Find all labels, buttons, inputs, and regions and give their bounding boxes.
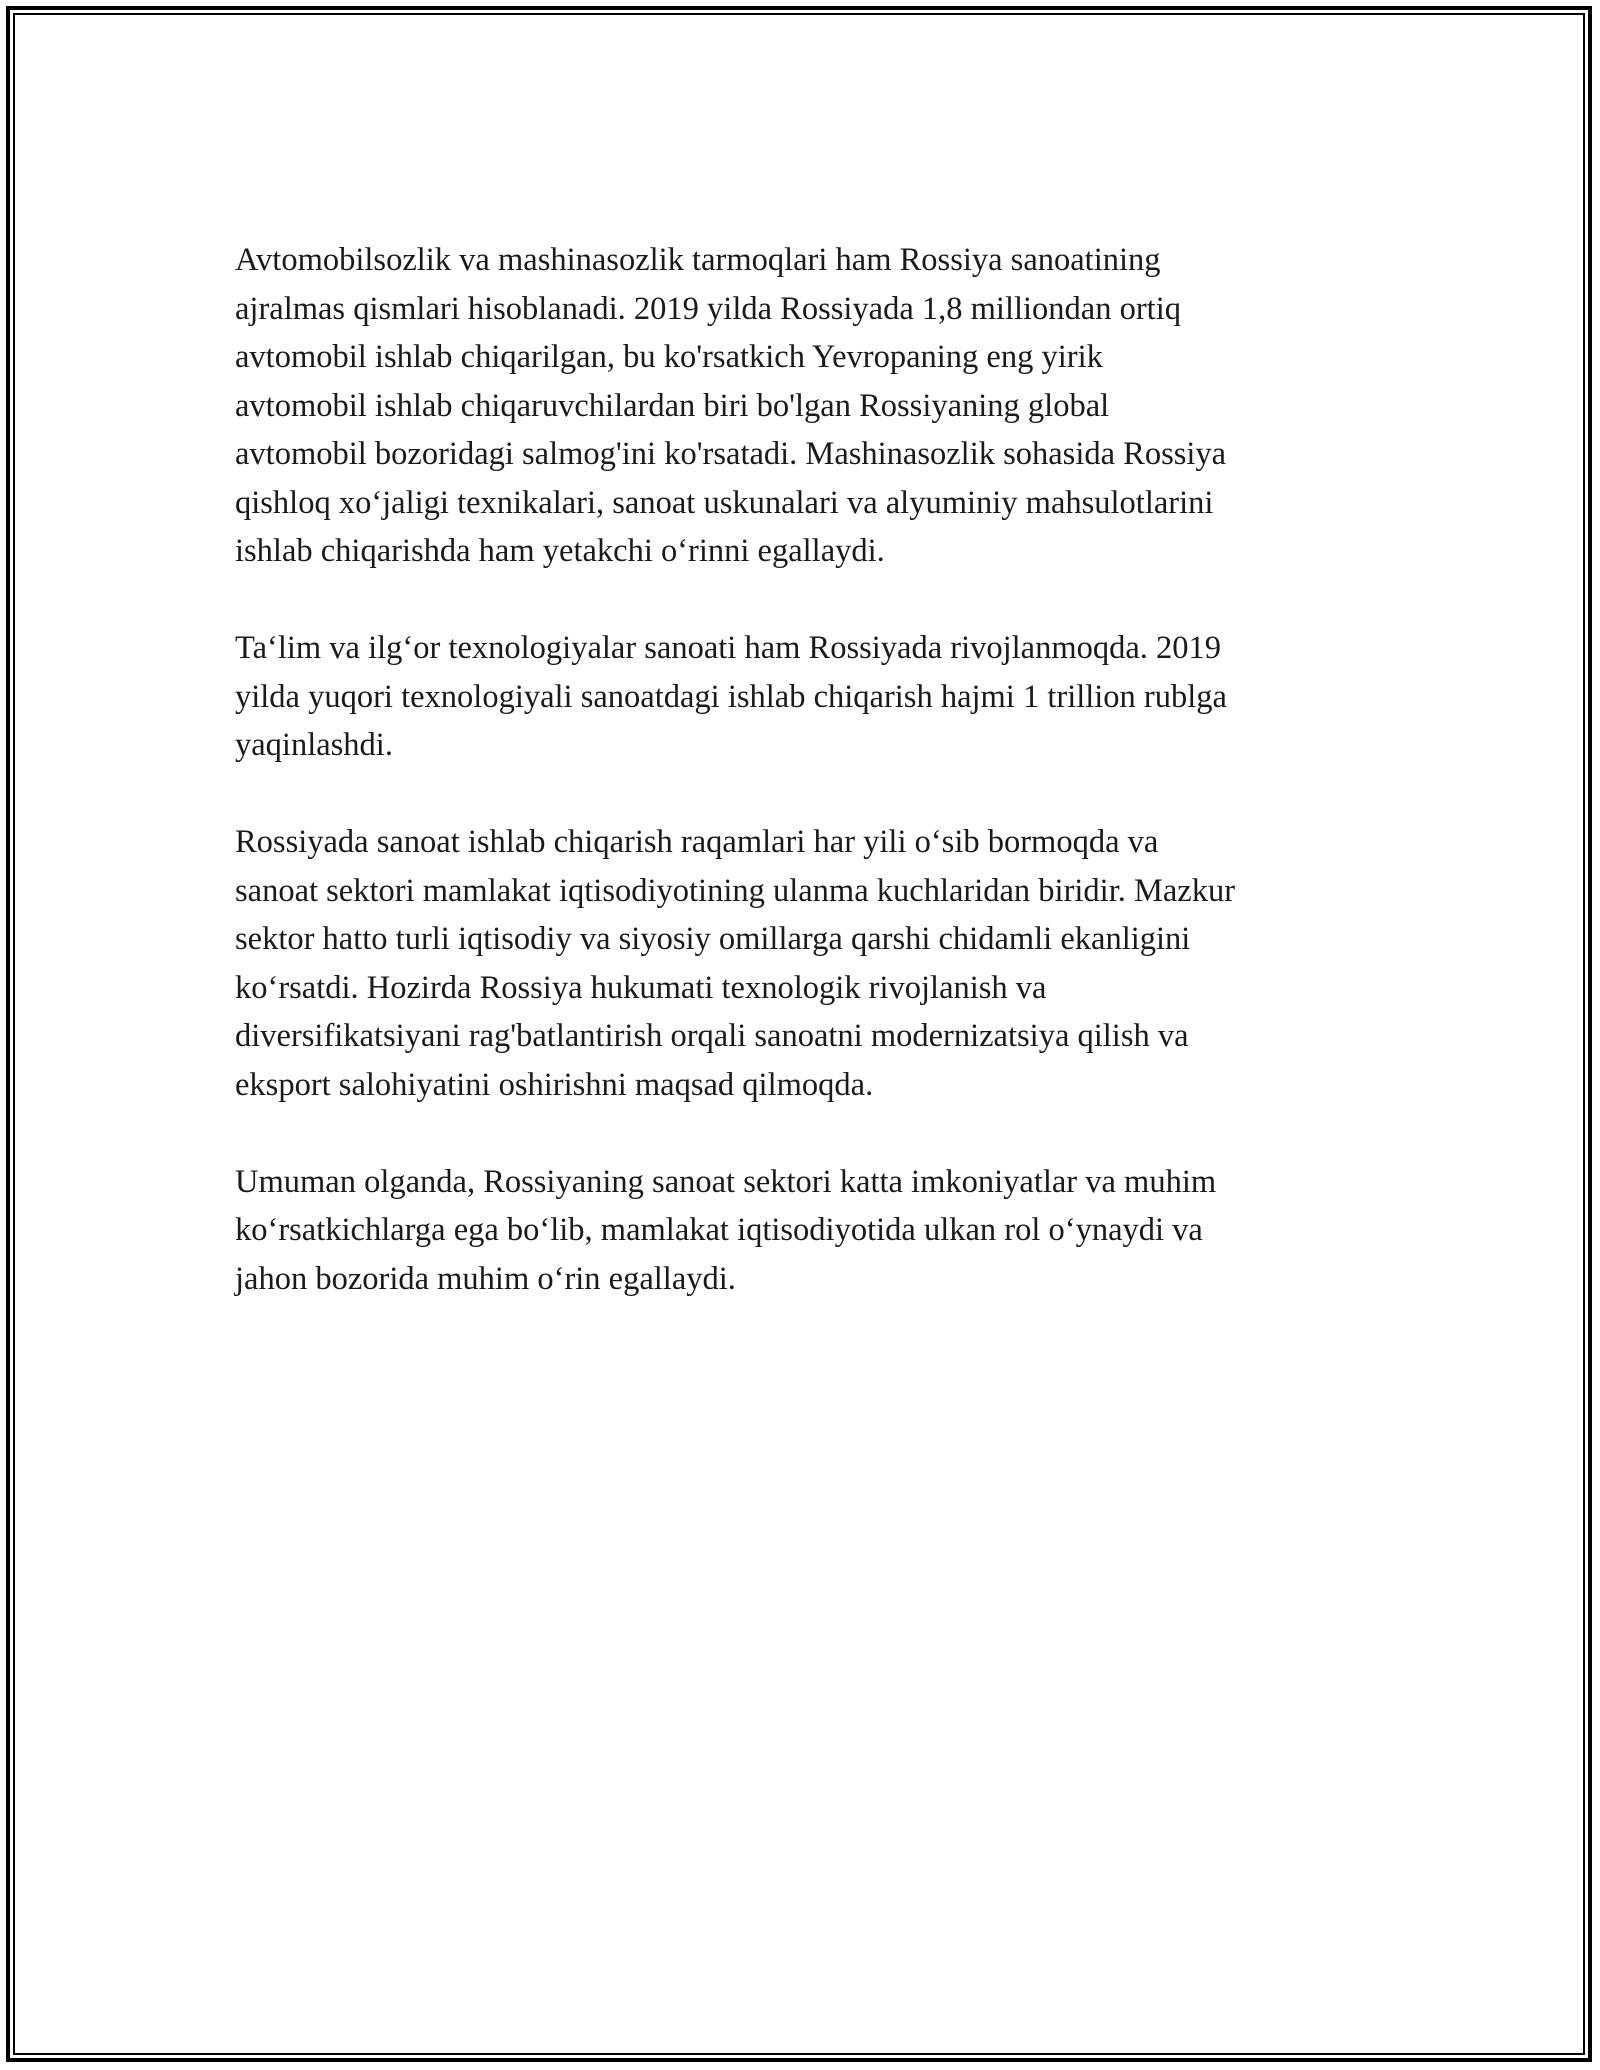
paragraph-high-tech: Taʻlim va ilgʻor texnologiyalar sanoati ham Rossiyada rivojlanmoqda. 2019 yilda yuqori texnologiyali sanoatdagi ishlab chiqarish hajmi 1 trillion rublga yaqinlashdi.: [235, 630, 1227, 763]
document-body: [235, 236, 1375, 1352]
paragraph-conclusion: Umuman olganda, Rossiyaning sanoat sektori katta imkoniyatlar va muhim koʻrsatkichlarga ega boʻlib, mamlakat iqtisodiyotida ulkan rol oʻynaydi va jahon bozorida muhim oʻrin egallaydi.: [235, 1163, 1217, 1297]
paragraph-industrial-growth: Rossiyada sanoat ishlab chiqarish raqamlari har yili oʻsib bormoqda va sanoat sektori mamlakat iqtisodiyotining ulanma kuchlaridan biridir. Mazkur sektor hatto turli iqtisodiy va siyosiy omillarga qarshi chidamli ekanligini koʻrsatdi. Hozirda Rossiya hukumati texnologik rivojlanish va diversifikatsiyani rag'batlantirish orqali sanoatni modernizatsiya qilish va eksport salohiyatini oshirishni maqsad qilmoqda.: [235, 824, 1236, 1103]
paragraph-automotive-machinery: Avtomobilsozlik va mashinasozlik tarmoqlari ham Rossiya sanoatining ajralmas qismlari hisoblanadi. 2019 yilda Rossiyada 1,8 milliondan ortiq avtomobil ishlab chiqarilgan, bu ko'rsatkich Yevropaning eng yirik avtomobil ishlab chiqaruvchilardan biri bo'lgan Rossiyaning global avtomobil bozoridagi salmog'ini ko'rsatadi. Mashinasozlik sohasida Rossiya qishloq xoʻjaligi texnikalari, sanoat uskunalari va alyuminiy mahsulotlarini ishlab chiqarishda ham yetakchi oʻrinni egallaydi.: [235, 242, 1227, 569]
